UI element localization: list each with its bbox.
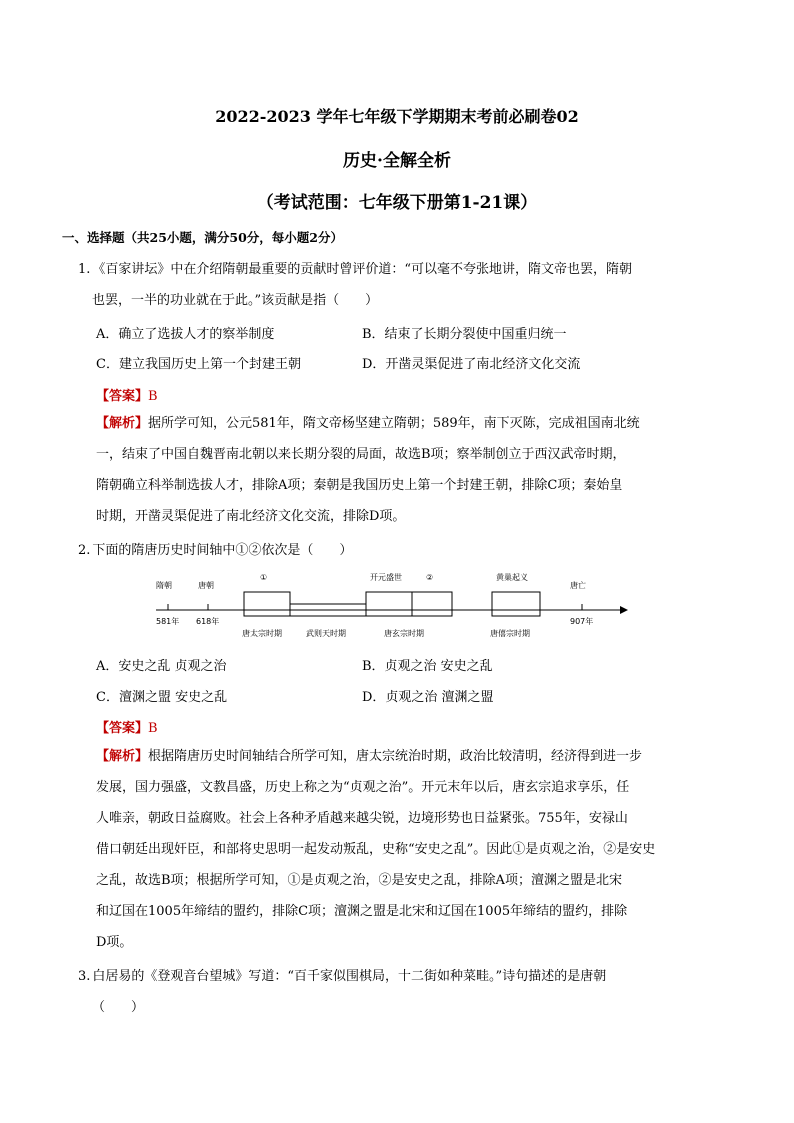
question-1-stem-line2: 也罢，一半的功业就在于此。”该贡献是指（ ） bbox=[92, 293, 379, 308]
label-period-xuanzong: 唐玄宗时期 bbox=[384, 629, 424, 638]
question-2-explanation-line5: 之乱，故选B项；根据所学可知，①是贞观之治，②是安史之乱，排除A项；澶渊之盟是北宋 bbox=[96, 873, 622, 888]
period-box-taizong bbox=[244, 592, 290, 616]
sui-tang-timeline bbox=[150, 570, 630, 642]
question-1-option-a: A．确立了选拔人才的察举制度 bbox=[96, 327, 275, 342]
question-2-explanation-label: 【解析】 bbox=[96, 749, 149, 764]
question-1-explanation-line3: 隋朝确立科举制选拔人才，排除A项；秦朝是我国历史上第一个封建王朝，排除C项；秦始皇 bbox=[96, 478, 623, 493]
label-mark1: ① bbox=[260, 573, 268, 582]
question-2-option-a: A．安史之乱 贞观之治 bbox=[96, 659, 227, 674]
question-2-explanation-line1: 根据隋唐历史时间轴结合所学可知，唐太宗统治时期，政治比较清明，经济得到进一步 bbox=[148, 749, 643, 764]
question-2-stem bbox=[78, 535, 678, 566]
label-tangwang: 唐亡 bbox=[570, 581, 586, 590]
timeline-arrow bbox=[620, 606, 628, 614]
label-tang: 唐朝 bbox=[198, 581, 214, 590]
question-1-explanation bbox=[96, 408, 674, 532]
label-period-xizong: 唐僖宗时期 bbox=[490, 629, 530, 638]
question-2-explanation-line3: 人唯亲，朝政日益腐败。社会上各种矛盾越来越尖锐，边境形势也日益紧张。755年，安禄山 bbox=[96, 811, 628, 826]
question-1-answer-value: B bbox=[148, 389, 158, 404]
question-1-explanation-line2: 一，结束了中国自魏晋南北朝以来长期分裂的局面，故选B项；察举制创立于西汉武帝时期， bbox=[96, 447, 626, 462]
question-2-explanation-line7: D项。 bbox=[96, 935, 133, 950]
question-2-explanation-line2: 发展，国力强盛，文教昌盛，历史上称之为“贞观之治”。开元末年以后，唐玄宗追求享乐，任 bbox=[96, 780, 630, 795]
question-1-stem bbox=[78, 254, 678, 316]
label-sui: 隋朝 bbox=[156, 581, 172, 590]
question-1-stem-line1: 《百家讲坛》中在介绍隋朝最重要的贡献时曾评价道：“可以毫不夸张地讲，隋文帝也罢，隋朝 bbox=[92, 262, 633, 277]
question-3-number: 3. bbox=[78, 969, 91, 984]
question-1-number: 1. bbox=[78, 262, 91, 277]
question-1-answer-label: 【答案】 bbox=[96, 389, 149, 404]
section-heading: 一、选择题（共25小题，满分50分，每小题2分） bbox=[62, 230, 343, 245]
question-2-explanation-line6: 和辽国在1005年缔结的盟约，排除C项；澶渊之盟是北宋和辽国在1005年缔结的盟约，排除 bbox=[96, 904, 628, 919]
label-huangchao: 黄巢起义 bbox=[496, 573, 528, 582]
question-1-explanation-line1: 据所学可知，公元581年，隋文帝杨坚建立隋朝；589年，南下灭陈，完成祖国南北统 bbox=[148, 416, 640, 431]
period-box-mark2 bbox=[412, 592, 452, 616]
question-3-stem-line1: 白居易的《登观音台望城》写道：“百千家似围棋局，十二街如种菜畦。”诗句描述的是唐朝 bbox=[92, 969, 607, 984]
question-2-number: 2. bbox=[78, 543, 91, 558]
exam-subtitle: 历史·全解全析 bbox=[343, 151, 451, 171]
question-2-explanation bbox=[96, 741, 674, 958]
question-2-option-b: B．贞观之治 安史之乱 bbox=[362, 659, 493, 674]
question-2-explanation-line4: 借口朝廷出现奸臣，和部将史思明一起发动叛乱，史称“安史之乱”。因此①是贞观之治，②是安史 bbox=[96, 842, 656, 857]
label-period-wuzetian: 武则天时期 bbox=[306, 629, 346, 638]
question-2-answer-label: 【答案】 bbox=[96, 721, 149, 736]
label-year-907: 907年 bbox=[570, 617, 594, 626]
label-mark2: ② bbox=[426, 573, 434, 582]
question-2-option-c: C．澶渊之盟 安史之乱 bbox=[96, 690, 228, 705]
question-2-stem-text: 下面的隋唐历史时间轴中①②依次是（ ） bbox=[92, 543, 353, 558]
question-2-option-d: D．贞观之治 澶渊之盟 bbox=[362, 690, 494, 705]
question-1-explanation-label: 【解析】 bbox=[96, 416, 149, 431]
question-1-explanation-line4: 时期，开凿灵渠促进了南北经济文化交流，排除D项。 bbox=[96, 509, 406, 524]
label-period-taizong: 唐太宗时期 bbox=[242, 629, 282, 638]
question-1-option-c: C．建立我国历史上第一个封建王朝 bbox=[96, 357, 301, 372]
label-year-581: 581年 bbox=[156, 617, 180, 626]
period-box-huangchao bbox=[492, 592, 540, 616]
period-box-kaiyuan bbox=[366, 592, 412, 616]
exam-title: 2022-2023 学年七年级下学期期末考前必刷卷02 bbox=[215, 107, 579, 126]
question-3-stem-line2: （ ） bbox=[92, 1000, 145, 1015]
question-1-option-b: B．结束了长期分裂使中国重归统一 bbox=[362, 327, 567, 342]
question-2-answer-value: B bbox=[148, 721, 158, 736]
label-kaiyuan: 开元盛世 bbox=[370, 573, 402, 582]
question-3-stem bbox=[78, 961, 678, 1023]
question-2-answer bbox=[96, 717, 158, 736]
label-year-618: 618年 bbox=[196, 617, 220, 626]
exam-scope: （考试范围：七年级下册第1-21课） bbox=[256, 193, 538, 213]
question-1-answer bbox=[96, 385, 158, 404]
question-1-option-d: D．开凿灵渠促进了南北经济文化交流 bbox=[362, 357, 581, 372]
